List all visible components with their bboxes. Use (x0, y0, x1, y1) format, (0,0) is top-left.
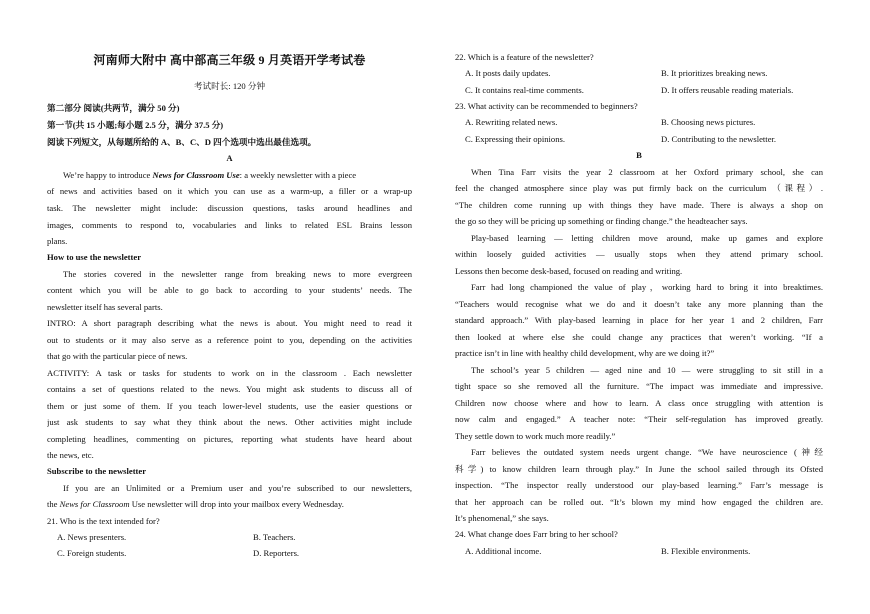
q21-option-b[interactable]: B. Teachers. (253, 532, 296, 542)
passage-b-line: the go so they will be pricing up something or finding change.” the headteacher says. (455, 216, 748, 226)
passage-a-line: that go with the particular piece of news. (47, 351, 188, 361)
passage-b-line: practice isn’t in line with healthy child development, why are we doing it?” (455, 348, 715, 358)
passage-b-line: Play-based learning — letting children move around, make up games and explore (471, 233, 823, 243)
passage-a-line: ACTIVITY: A task or tasks for students to work on in the classroom . Each newsletter (47, 368, 412, 378)
passage-a-line: content which you will be able to go back to according to your students’ needs. The (47, 285, 412, 295)
passage-a-line: completing headlines, commenting on pictures, reporting what students have heard about (47, 434, 412, 444)
exam-title: 河南师大附中 高中部高三年级 9 月英语开学考试卷 (93, 54, 366, 66)
passage-a-label: A (226, 153, 233, 163)
q24-option-b[interactable]: B. Flexible environments. (661, 546, 751, 556)
q21-option-d[interactable]: D. Reporters. (253, 548, 300, 558)
passage-a-line: The stories covered in the newsletter range from breaking news to more evergreen (63, 269, 412, 279)
passage-b-line: standard approach.” With play-based learning in place for her year 1 and 2 children, Farr (455, 315, 823, 325)
section-heading: 第一节(共 15 小题;每小题 2.5 分，满分 37.5 分) (47, 120, 224, 130)
passage-b-line: It’s phenomenal,” she says. (455, 513, 549, 523)
passage-a-line: newsletter itself has several parts. (47, 302, 163, 312)
instruction-text: 阅读下列短文，从每题所给的 A、B、C、D 四个选项中选出最佳选项。 (47, 137, 317, 147)
q24-option-a[interactable]: A. Additional income. (465, 546, 542, 556)
passage-b-line: now calm and engaged.” A teacher note: “Their self-regulation has improved greatly. (455, 414, 823, 424)
q23-option-c[interactable]: C. Expressing their opinions. (465, 134, 566, 144)
passage-b-line: tight space so she removed all the furniture. “The impact was immediate and impressive. (455, 381, 823, 391)
q22-option-c[interactable]: C. It contains real-time comments. (465, 85, 584, 95)
q22-option-a[interactable]: A. It posts daily updates. (465, 68, 551, 78)
passage-b-label: B (636, 150, 642, 160)
passage-b-line: Farr had long championed the value of play，working hard to bring it into breaktimes. (471, 282, 823, 292)
q23-option-a[interactable]: A. Rewriting related news. (465, 117, 558, 127)
q21-option-c[interactable]: C. Foreign students. (57, 548, 127, 558)
passage-a-line: out to students or it may also serve as a reference point to you, depending on the activities (47, 335, 412, 345)
q22-option-d[interactable]: D. It offers reusable reading materials. (661, 85, 794, 95)
passage-a-line: of news and activities based on it which you can use as a warm-up, a filler or a wrap-up (47, 186, 412, 196)
q21-option-a[interactable]: A. News presenters. (57, 532, 127, 542)
passage-a-line: If you are an Unlimited or a Premium user and you’re subscribed to our newsletters, (63, 483, 412, 493)
passage-b-line: inspection. “The inspector really understood our play-based learning.” Farr’s message is (455, 480, 823, 490)
passage-b-line: “The children come running up with things they have made. There is always a shop on (455, 200, 823, 210)
passage-a-line: images, comments to respond to, vocabularies and links to related ESL Brains lesson (47, 220, 412, 230)
question-24: 24. What change does Farr bring to her school? (455, 529, 618, 539)
passage-a-line: task. The newsletter might include: discussion questions, tasks around headlines and (47, 203, 412, 213)
passage-b-line: The school’s year 5 children — aged nine and 10 — were struggling to sit still in a (471, 365, 823, 375)
passage-b-line: that her approach can be rolled out. “It’s blown my mind how engaged the children are. (455, 497, 823, 507)
how-to-use-heading: How to use the newsletter (47, 252, 142, 262)
passage-b-line: They settle down to work much more readily.” (455, 431, 616, 441)
part-heading: 第二部分 阅读(共两节，满分 50 分) (47, 103, 180, 113)
passage-b-line: within loosely guided activities — usually stops when they attend primary school. (455, 249, 823, 259)
passage-b-line: Farr believes the outdated system needs urgent change. “We have neuroscience (神经 (471, 447, 823, 457)
q22-option-b[interactable]: B. It prioritizes breaking news. (661, 68, 768, 78)
passage-a-line: plans. (47, 236, 68, 246)
passage-b-line: then looked at where else she could change any practices that weren’t working. “If a (455, 332, 823, 342)
passage-a-line: contains a set of questions related to the news. You might ask students to discuss all of (47, 384, 412, 394)
question-23: 23. What activity can be recommended to beginners? (455, 101, 638, 111)
question-22: 22. Which is a feature of the newsletter? (455, 52, 594, 62)
passage-a-line: the news, etc. (47, 450, 94, 460)
passage-b-line: Children now choose where and how to learn. A class once struggling with attention is (455, 398, 823, 408)
passage-b-line: 科学) to know children learn through play.” In June the school sailed through its Ofsted (455, 464, 823, 474)
passage-b-line: “Teachers would recognise what we do and it doesn’t take any more planning than the (455, 299, 823, 309)
passage-a-line: INTRO: A short paragraph describing what the news is about. You might need to read it (47, 318, 412, 328)
exam-duration: 考试时长: 120 分钟 (193, 81, 266, 91)
passage-b-line: When Tina Farr visits the year 2 classroom at her Oxford primary school, she can (471, 167, 823, 177)
passage-b-line: Lessons then become desk-based, focused on reading and writing. (455, 266, 683, 276)
passage-a-line: the News for Classroom Use newsletter will drop into your mailbox every Wednesday. (47, 499, 344, 509)
q23-option-d[interactable]: D. Contributing to the newsletter. (661, 134, 777, 144)
passage-a-line: them or just some of them. If you teach lower-level students, use the easier questions or (47, 401, 412, 411)
question-21: 21. Who is the text intended for? (47, 516, 160, 526)
q23-option-b[interactable]: B. Choosing news pictures. (661, 117, 756, 127)
passage-a-line: just ask students to say what they think about the news. Other activities might include (47, 417, 412, 427)
passage-b-line: feel the changed atmosphere since play was put firmly back on the curriculum （课程）. (455, 183, 823, 193)
passage-a-line: We’re happy to introduce News for Classroom Use: a weekly newsletter with a piece (63, 170, 357, 180)
subscribe-heading: Subscribe to the newsletter (47, 466, 147, 476)
